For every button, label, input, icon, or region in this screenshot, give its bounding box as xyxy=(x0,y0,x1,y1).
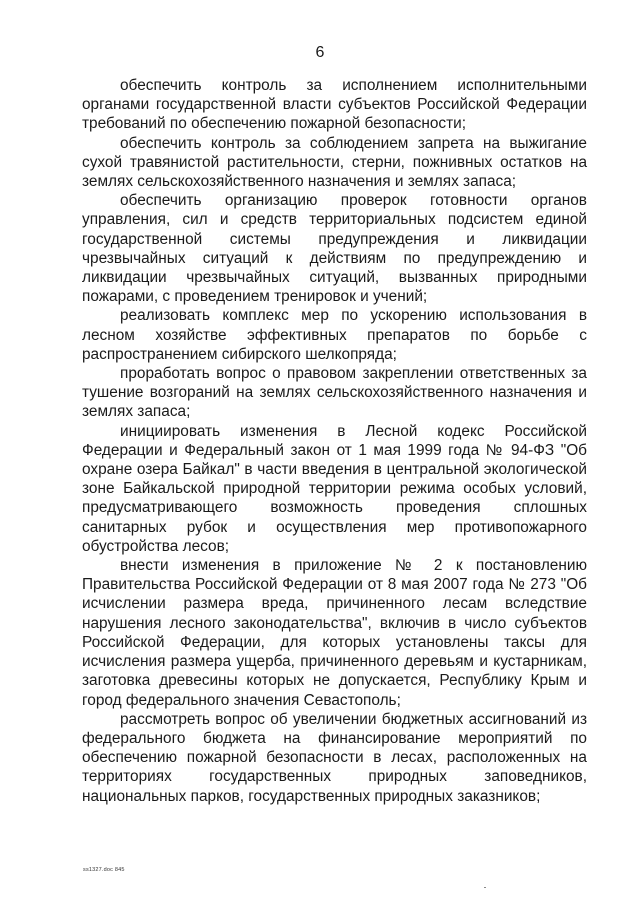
footer-document-code: ss1327.doc 845 xyxy=(83,867,125,873)
paragraph-burning-ban-control: обеспечить контроль за соблюдением запрета на выжигание сухой травянистой растительности, стерни, пожнивных остатков на землях сельскохозяйственного назначения и землях запаса; xyxy=(82,134,587,191)
paragraph-budget-allocations: рассмотреть вопрос об увеличении бюджетных ассигнований из федерального бюджета на финансирование мероприятий по обеспечению пожарной безопасности в лесах, расположенных на территориях государственных природных заповедников, национальных парков, государственных природных заказников; xyxy=(82,710,587,805)
page-number: 6 xyxy=(315,44,325,61)
scan-speck xyxy=(484,887,486,888)
paragraph-silk-moth-measures: реализовать комплекс мер по ускорению использования в лесном хозяйстве эффективных препаратов по борьбе с распространением сибирского шелкопряда; xyxy=(82,307,587,363)
document-body xyxy=(82,76,587,806)
paragraph-forest-code-amendments: инициировать изменения в Лесной кодекс Российской Федерации и Федеральный закон от 1 мая 1999 года № 94-ФЗ "Об охране озера Байкал" в части введения в центральной экологической зоне Байкальской природной территории режима особых условий, предусматривающего возможность проведения сплошных санитарных рубок и осуществления мер противопожарного обустройства лесов; xyxy=(82,422,587,555)
paragraph-resolution-273-amendments: внести изменения в приложение № 2 к постановлению Правительства Российской Федерации от 8 мая 2007 года № 273 "Об исчислении размера вреда, причиненного лесам вследствие нарушения лесного законодательства", включив в число субъектов Российской Федерации, для которых установлены таксы для исчисления размера ущерба, причиненного деревьям и кустарникам, заготовка древесины которых не допускается, Республику Крым и город федерального значения Севастополь; xyxy=(82,557,587,709)
paragraph-readiness-inspections: обеспечить организацию проверок готовности органов управления, сил и средств территориальных подсистем единой государственной системы предупреждения и ликвидации чрезвычайных ситуаций к действиям по предупреждению и ликвидации чрезвычайных ситуаций, вызванных природными пожарами, с проведением тренировок и учений; xyxy=(82,192,587,306)
paragraph-legal-responsibility: проработать вопрос о правовом закреплении ответственных за тушение возгораний на землях сельскохозяйственного назначения и землях запаса; xyxy=(82,365,587,421)
paragraph-fire-safety-control: обеспечить контроль за исполнением исполнительными органами государственной власти субъектов Российской Федерации требований по обеспечению пожарной безопасности; xyxy=(82,77,587,133)
